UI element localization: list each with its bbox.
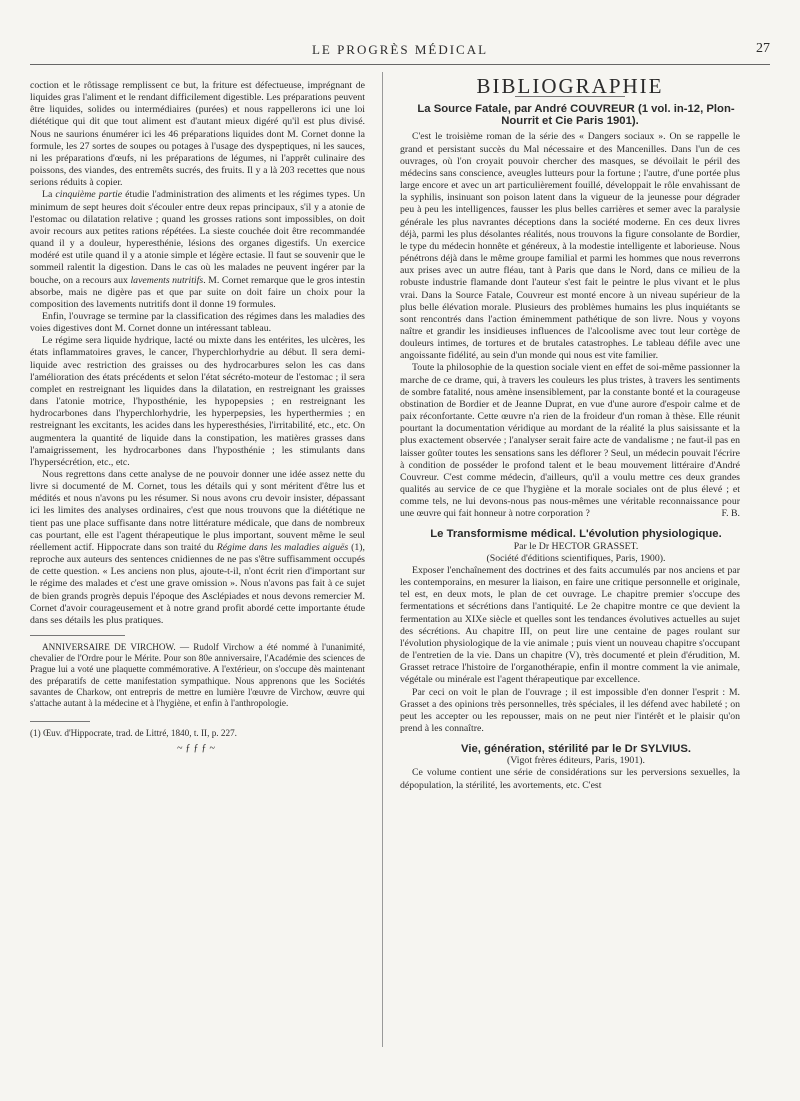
column-divider [382,72,383,1047]
book-publisher: (Vigot frères éditeurs, Paris, 1901). [507,755,645,767]
footnote-rule [30,721,90,722]
news-note: ANNIVERSAIRE DE VIRCHOW. — Rudolf Virchow a été nommé à l'unanimité, chevalier de l'Ordre pour le Mérite. Pour son 80e anniversaire, l'Académie des sciences de Prague lui a voté une plaquette commémorative. A l'extérieur, on s'occupe dès maintenant des préparatifs de cette manifestation sympathique. Nous apprenons que les Sociétés savantes de Charkow, ont entrepris de mettre en lumière l'œuvre de Virchow, œuvre qui s'attache autant à la médecine et à l'hygiène, et enfin à l'anthropologie. [30,642,365,709]
paragraph: Toute la philosophie de la question sociale vient en effet de soi-même passionner la marche de ce drame, qui, à travers les couleurs les plus tristes, à travers les sentiments de sombre fatalité, nous amène insensiblement, par la constante bonté et la courageuse obstination de Bordier et de Jeanne Duprat, en vue d'une aurore d'espoir calme et de paix réconfortante. Cette œuvre n'a rien de la froideur d'un roman à thèse. Elle réunit pourtant la documentation véridique au mordant de la réalité la plus saisissante et la plus exactement observée ; l'analyser serait faire acte de vandalisme ; ne faut-il pas en laisser goûter toutes les sensations sans les déflorer ? Seul, un médecin pouvait l'écrire à condition de posséder le profond talent et le beau mouvement littéraire d'André Couvreur. C'est comme médecin, d'ailleurs, qu'il a voulu mettre ces deux grandes qualités au service de ce que l'hygiène et la morale sociales ont de plus élevé ; et comme tels, ne lui devons-nous pas nous-mêmes une véritable reconnaissance pour une œuvre qui fait honneur à notre corporation ? F. B. [400,362,740,520]
book-title: Vie, génération, stérilité par le Dr SYLVIUS. [461,743,691,756]
book-author: Par le Dr HECTOR GRASSET. [513,540,639,552]
fleuron-ornament: ~ƒƒƒ~ [177,743,218,755]
paragraph: Le régime sera liquide hydrique, lacté ou mixte dans les entérites, les ulcères, les états inflammatoires graves, le cancer, l'hyperchlorhydrie au début. Il sera demi-liquide avec restriction des graisses ou des hydrocarbures selon les cas dans l'amélioration des états précédents et selon l'état sécréto-moteur de l'estomac ; il sera complet en restreignant les liquides dans la dilatation, en restreignant les graisses dans l'atonie motrice, l'hyposthénie, les hypopepsies ; en restreignant les hydrocarbones dans l'hyperchlorhydrie, les hyperpepsies, les hyperthermies ; en restreignant les excitants, les acides dans les hyperesthésies, l'irritabilité, etc., etc. On augmentera la quantité de liquide dans la constipation, les matières grasses dans l'amaigrissement, les hydrocarbones dans l'hyposthénie ; les stimulants dans l'hypersécrétion, etc., etc. [30,335,365,468]
book-title: Le Transformisme médical. L'évolution physiologique. [430,528,722,541]
paragraph: Enfin, l'ouvrage se termine par la classification des régimes dans les maladies des voies digestives dont M. Cornet donne un intéressant tableau. [30,310,365,335]
journal-title: LE PROGRÈS MÉDICAL [311,42,489,57]
paragraph: C'est le troisième roman de la série des « Dangers sociaux ». On se rappelle le grand et persistant succès du Mal nécessaire et des Mancenilles. Dans l'un de ces ouvrages, où l'on croyait pouvoir chercher des masques, se dévoilait le péril des médecins sans conscience, aveugles lutteurs pour la fortune ; l'autre, d'une portée plus large encore et avec un art particulièrement fouillé, développait le rôle envahissant de la syphilis, insinuant son poison latent dans la vigueur de la jeunesse pour dégrader peu à peu les intelligences, fausser les plus belles carrières et semer avec la paralysie générale les plus navrantes déceptions dans la société moderne. En ces deux livres déjà, parmi les plus désolantes réalités, nous trouvons la figure consolante de Bordier, le type du médecin honnête et généreux, à la modestie intelligente et laborieuse. Nous pénétrons déjà dans le même groupe familial et parmi les hommes que nous reverrons aux prises avec un autre fléau, tant à Paris que dans le Nord, dans ce milieu de la robuste industrie flamande dont l'auteur s'est fait le peintre le plus vivant et le plus vrai. Dans la Source Fatale, Couvreur est monté encore à un niveau supérieur de la plus belle élévation morale. Plusieurs des problèmes humains les plus inquiétants se sont rencontrés dans l'action éminemment pathétique de son livre. Nous y voyons naître et grandir les insidieuses influences de l'alcoolisme avec tout leur cortège de douleurs intimes, de tortures et de brutales catastrophes. Le tableau défile avec une angoissante fidélité, au sein d'un monde qui nous est vite familier. [400,131,740,362]
paragraph: Par ceci on voit le plan de l'ouvrage ; il est impossible d'en donner l'esprit : M. Grasset a des opinions très personnelles, très spéciales, il les défend avec habileté ; on peut les accepter ou les repousser, mais on ne peut nier l'intérêt et le plaisir qu'on prend à les connaître. [400,686,740,734]
left-column [30,80,365,756]
paragraph: Nous regrettons dans cette analyse de ne pouvoir donner une idée assez nette du livre si documenté de M. Cornet, tous les détails qui y sont méritent d'être lus et médités et nous n'avons pu les résumer. Si nous avons cru devoir insister, dépassant ici les limites des analyses ordinaires, c'est que nous trouvons que la diététique ne tient pas une place suffisante dans notre littérature médicale, que dans de nombreux cas pourtant, elle est l'agent thérapeutique le plus important, souvent même le seul réellement actif. Hippocrate dans son traité du Régime dans les maladies aiguës (1), reproche aux auteurs des sentences cnidiennes de ne pas s'être suffisamment occupés de cette question. « Les anciens non plus, ajoute-t-il, n'ont écrit rien d'important sur le régime des malades et c'est une grave omission ». Nous n'avons pas fait à ce sujet de bien grands progrès depuis l'époque des Asclépiades et nous devons remercier M. Cornet d'avoir courageusement et à notre grand profit abordé cette importante étude dans ses détails les plus pratiques. [30,469,365,626]
paragraph: La cinquième partie étudie l'administration des aliments et les régimes types. Un minimum de sept heures doit s'écouler entre deux repas principaux, s'il y a atonie de l'estomac ou dilatation relative ; quand les grosses rations sont impossibles, on doit avoir recours aux petites rations répétées. La sieste couchée doit être recommandée quand il y a douleur, hyperesthénie, lésions des organes digestifs. Un exercice modéré est utile quand il y a atonie simple et légère ectasie. Il faut se souvenir que le sommeil ralentit la digestion. Dans le cas où les malades ne peuvent ingérer par la bouche, on a recours aux lavements nutritifs. M. Cornet remarque que le gros intestin absorbe, mais ne digère pas et que par suite on doit faire un choix pour la composition des lavements nutritifs dont il donne 19 formules. [30,189,366,310]
section-title: BIBLIOGRAPHIE [476,74,664,98]
running-header [30,40,770,62]
header-rule [30,64,770,65]
right-column [400,74,740,792]
footnote: (1) Œuv. d'Hippocrate, trad. de Littré, 1840, t. II, p. 227. [30,728,237,739]
page-number: 27 [756,41,770,56]
paragraph: Ce volume contient une série de considérations sur les perversions sexuelles, la dépopulation, la stérilité, les avortements, etc. C'est [400,767,740,791]
book-title: La Source Fatale, par André COUVREUR (1 vol. in-12, Plon-Nourrit et Cie Paris 1901). [417,103,735,128]
paragraph: coction et le rôtissage remplissent ce but, la friture est défectueuse, imprégnant de liquides gras l'aliment et le rendant difficilement digestible. Les préparations peuvent être liquides, solides ou intermédiaires (purées) et nous rappellerons ici une loi diététique qui dit que tout aliment est d'autant mieux digéré qu'il est plus divisé. Nous ne saurions énumérer ici les 46 préparations liquides dont M. Cornet donne la formule, les 27 sortes de soupes ou potages à l'usage des dyspeptiques, ni les sauces, ni les préparations d'œufs, ni les préparations de légumes, ni l'apprêt culinaire des poissons, des viandes, des entremêts sucrés, des fruits. Il y a là 203 recettes que nous serions réduits à copier. [30,80,365,189]
paragraph: Exposer l'enchaînement des doctrines et des faits accumulés par nos anciens et par les contemporains, en mesurer la liaison, en faire une critique personnelle et originale, tel est, en deux mots, le plan de cet ouvrage. Le chapitre premier s'occupe des fermentations et sécrétions dans l'antiquité. Le 2e chapitre montre ce que devient la fermentation au XIXe siècle et quelles sont les tendances évolutives actuelles au sujet des sécrétions. Au chapitre III, on peut lire une centaine de pages roulant sur l'évolution physiologique de la vie animale ; puis vient un nouveau chapitre s'occupant de l'entretien de la vie. Dans un chapitre (V), très documenté et plein d'érudition, M. Grasset retrace l'histoire de l'organothérapie, enfin il montre comment la vie animale, végétale ou minérale est l'agent thérapeutique par excellence. [400,564,740,686]
separator-rule [30,635,125,636]
signature: F. B. [721,508,740,520]
book-publisher: (Société d'éditions scientifiques, Paris, 1900). [486,552,666,564]
